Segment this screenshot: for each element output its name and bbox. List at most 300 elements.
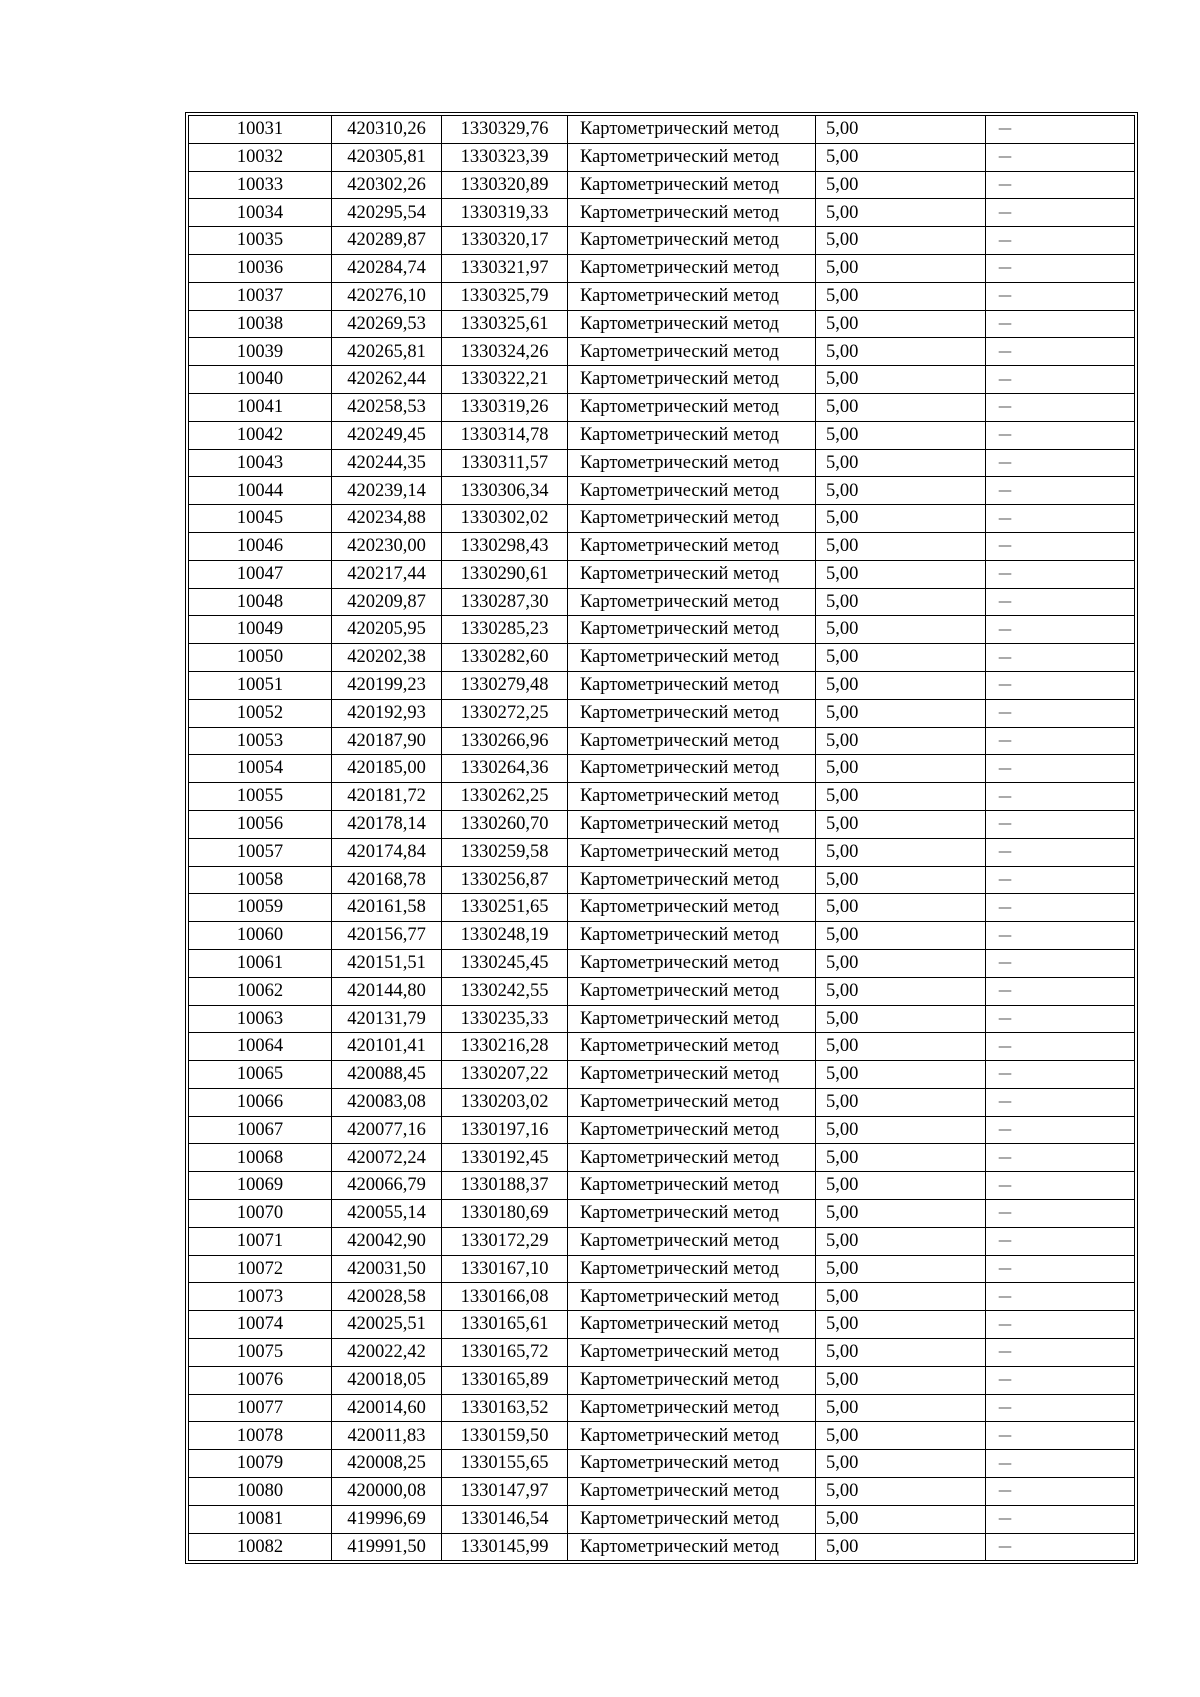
- point-number-cell: 10073: [189, 1283, 332, 1311]
- method-cell: Картометрический метод: [568, 116, 816, 144]
- note-cell: —: [986, 171, 1135, 199]
- table-row: [189, 1450, 1135, 1478]
- method-cell: Картометрический метод: [568, 227, 816, 255]
- table-row: [189, 616, 1135, 644]
- point-number-cell: 10036: [189, 254, 332, 282]
- note-cell: —: [986, 227, 1135, 255]
- note-cell: —: [986, 282, 1135, 310]
- accuracy-cell: 5,00: [816, 727, 986, 755]
- method-cell: Картометрический метод: [568, 949, 816, 977]
- note-cell: —: [986, 922, 1135, 950]
- note-cell: —: [986, 894, 1135, 922]
- method-cell: Картометрический метод: [568, 1394, 816, 1422]
- method-cell: Картометрический метод: [568, 1478, 816, 1506]
- method-cell: Картометрический метод: [568, 366, 816, 394]
- x-coordinate-cell: 420014,60: [332, 1394, 442, 1422]
- method-cell: Картометрический метод: [568, 449, 816, 477]
- x-coordinate-cell: 420295,54: [332, 199, 442, 227]
- point-number-cell: 10049: [189, 616, 332, 644]
- method-cell: Картометрический метод: [568, 393, 816, 421]
- point-number-cell: 10069: [189, 1172, 332, 1200]
- y-coordinate-cell: 1330285,23: [442, 616, 568, 644]
- x-coordinate-cell: 420088,45: [332, 1061, 442, 1089]
- note-cell: —: [986, 644, 1135, 672]
- method-cell: Картометрический метод: [568, 1227, 816, 1255]
- point-number-cell: 10057: [189, 838, 332, 866]
- method-cell: Картометрический метод: [568, 1061, 816, 1089]
- note-cell: —: [986, 116, 1135, 144]
- table-row: [189, 671, 1135, 699]
- y-coordinate-cell: 1330248,19: [442, 922, 568, 950]
- method-cell: Картометрический метод: [568, 282, 816, 310]
- x-coordinate-cell: 420302,26: [332, 171, 442, 199]
- y-coordinate-cell: 1330287,30: [442, 588, 568, 616]
- note-cell: —: [986, 866, 1135, 894]
- accuracy-cell: 5,00: [816, 1200, 986, 1228]
- y-coordinate-cell: 1330319,33: [442, 199, 568, 227]
- x-coordinate-cell: 420249,45: [332, 421, 442, 449]
- accuracy-cell: 5,00: [816, 671, 986, 699]
- method-cell: Картометрический метод: [568, 1533, 816, 1561]
- method-cell: Картометрический метод: [568, 783, 816, 811]
- y-coordinate-cell: 1330262,25: [442, 783, 568, 811]
- point-number-cell: 10045: [189, 505, 332, 533]
- x-coordinate-cell: 420234,88: [332, 505, 442, 533]
- x-coordinate-cell: 420305,81: [332, 143, 442, 171]
- x-coordinate-cell: 420066,79: [332, 1172, 442, 1200]
- y-coordinate-cell: 1330266,96: [442, 727, 568, 755]
- accuracy-cell: 5,00: [816, 1033, 986, 1061]
- table-row: [189, 1144, 1135, 1172]
- note-cell: —: [986, 588, 1135, 616]
- table-row: [189, 532, 1135, 560]
- note-cell: —: [986, 755, 1135, 783]
- accuracy-cell: 5,00: [816, 227, 986, 255]
- point-number-cell: 10031: [189, 116, 332, 144]
- method-cell: Картометрический метод: [568, 505, 816, 533]
- table-row: [189, 644, 1135, 672]
- note-cell: —: [986, 838, 1135, 866]
- note-cell: —: [986, 449, 1135, 477]
- accuracy-cell: 5,00: [816, 449, 986, 477]
- y-coordinate-cell: 1330324,26: [442, 338, 568, 366]
- point-number-cell: 10070: [189, 1200, 332, 1228]
- method-cell: Картометрический метод: [568, 477, 816, 505]
- method-cell: Картометрический метод: [568, 977, 816, 1005]
- note-cell: —: [986, 310, 1135, 338]
- point-number-cell: 10078: [189, 1422, 332, 1450]
- point-number-cell: 10032: [189, 143, 332, 171]
- accuracy-cell: 5,00: [816, 1478, 986, 1506]
- y-coordinate-cell: 1330165,72: [442, 1339, 568, 1367]
- table-row: [189, 1394, 1135, 1422]
- point-number-cell: 10077: [189, 1394, 332, 1422]
- accuracy-cell: 5,00: [816, 310, 986, 338]
- method-cell: Картометрический метод: [568, 588, 816, 616]
- method-cell: Картометрический метод: [568, 699, 816, 727]
- method-cell: Картометрический метод: [568, 143, 816, 171]
- y-coordinate-cell: 1330325,79: [442, 282, 568, 310]
- note-cell: —: [986, 532, 1135, 560]
- accuracy-cell: 5,00: [816, 1061, 986, 1089]
- y-coordinate-cell: 1330245,45: [442, 949, 568, 977]
- y-coordinate-cell: 1330147,97: [442, 1478, 568, 1506]
- note-cell: —: [986, 1116, 1135, 1144]
- y-coordinate-cell: 1330166,08: [442, 1283, 568, 1311]
- point-number-cell: 10050: [189, 644, 332, 672]
- point-number-cell: 10074: [189, 1311, 332, 1339]
- accuracy-cell: 5,00: [816, 254, 986, 282]
- y-coordinate-cell: 1330314,78: [442, 421, 568, 449]
- method-cell: Картометрический метод: [568, 727, 816, 755]
- table-row: [189, 1255, 1135, 1283]
- point-number-cell: 10054: [189, 755, 332, 783]
- y-coordinate-cell: 1330145,99: [442, 1533, 568, 1561]
- table-row: [189, 282, 1135, 310]
- x-coordinate-cell: 420205,95: [332, 616, 442, 644]
- y-coordinate-cell: 1330188,37: [442, 1172, 568, 1200]
- note-cell: —: [986, 1422, 1135, 1450]
- table-row: [189, 1311, 1135, 1339]
- y-coordinate-cell: 1330306,34: [442, 477, 568, 505]
- table-row: [189, 783, 1135, 811]
- accuracy-cell: 5,00: [816, 199, 986, 227]
- point-number-cell: 10033: [189, 171, 332, 199]
- table-row: [189, 1033, 1135, 1061]
- method-cell: Картометрический метод: [568, 421, 816, 449]
- point-number-cell: 10079: [189, 1450, 332, 1478]
- method-cell: Картометрический метод: [568, 1283, 816, 1311]
- y-coordinate-cell: 1330321,97: [442, 254, 568, 282]
- method-cell: Картометрический метод: [568, 1172, 816, 1200]
- note-cell: —: [986, 1172, 1135, 1200]
- method-cell: Картометрический метод: [568, 866, 816, 894]
- table-row: [189, 116, 1135, 144]
- accuracy-cell: 5,00: [816, 1116, 986, 1144]
- note-cell: —: [986, 1311, 1135, 1339]
- y-coordinate-cell: 1330256,87: [442, 866, 568, 894]
- table-row: [189, 393, 1135, 421]
- accuracy-cell: 5,00: [816, 1227, 986, 1255]
- method-cell: Картометрический метод: [568, 560, 816, 588]
- method-cell: Картометрический метод: [568, 1200, 816, 1228]
- point-number-cell: 10053: [189, 727, 332, 755]
- x-coordinate-cell: 420192,93: [332, 699, 442, 727]
- accuracy-cell: 5,00: [816, 1533, 986, 1561]
- y-coordinate-cell: 1330298,43: [442, 532, 568, 560]
- table-row: [189, 1088, 1135, 1116]
- table-row: [189, 1339, 1135, 1367]
- x-coordinate-cell: 420083,08: [332, 1088, 442, 1116]
- accuracy-cell: 5,00: [816, 1505, 986, 1533]
- method-cell: Картометрический метод: [568, 838, 816, 866]
- table-row: [189, 1061, 1135, 1089]
- accuracy-cell: 5,00: [816, 616, 986, 644]
- accuracy-cell: 5,00: [816, 977, 986, 1005]
- note-cell: —: [986, 1005, 1135, 1033]
- y-coordinate-cell: 1330260,70: [442, 810, 568, 838]
- table-row: [189, 755, 1135, 783]
- point-number-cell: 10082: [189, 1533, 332, 1561]
- method-cell: Картометрический метод: [568, 671, 816, 699]
- accuracy-cell: 5,00: [816, 699, 986, 727]
- table-row: [189, 199, 1135, 227]
- method-cell: Картометрический метод: [568, 1311, 816, 1339]
- x-coordinate-cell: 420199,23: [332, 671, 442, 699]
- y-coordinate-cell: 1330279,48: [442, 671, 568, 699]
- point-number-cell: 10081: [189, 1505, 332, 1533]
- table-row: [189, 310, 1135, 338]
- point-number-cell: 10039: [189, 338, 332, 366]
- table-row: [189, 560, 1135, 588]
- method-cell: Картометрический метод: [568, 1450, 816, 1478]
- table-row: [189, 922, 1135, 950]
- y-coordinate-cell: 1330159,50: [442, 1422, 568, 1450]
- accuracy-cell: 5,00: [816, 810, 986, 838]
- y-coordinate-cell: 1330290,61: [442, 560, 568, 588]
- accuracy-cell: 5,00: [816, 560, 986, 588]
- accuracy-cell: 5,00: [816, 588, 986, 616]
- accuracy-cell: 5,00: [816, 1144, 986, 1172]
- y-coordinate-cell: 1330167,10: [442, 1255, 568, 1283]
- x-coordinate-cell: 420181,72: [332, 783, 442, 811]
- x-coordinate-cell: 420025,51: [332, 1311, 442, 1339]
- note-cell: —: [986, 810, 1135, 838]
- y-coordinate-cell: 1330311,57: [442, 449, 568, 477]
- note-cell: —: [986, 1061, 1135, 1089]
- table-row: [189, 505, 1135, 533]
- note-cell: —: [986, 1283, 1135, 1311]
- x-coordinate-cell: 420239,14: [332, 477, 442, 505]
- accuracy-cell: 5,00: [816, 838, 986, 866]
- table-row: [189, 1116, 1135, 1144]
- accuracy-cell: 5,00: [816, 783, 986, 811]
- point-number-cell: 10042: [189, 421, 332, 449]
- y-coordinate-cell: 1330302,02: [442, 505, 568, 533]
- note-cell: —: [986, 1505, 1135, 1533]
- point-number-cell: 10051: [189, 671, 332, 699]
- x-coordinate-cell: 419996,69: [332, 1505, 442, 1533]
- accuracy-cell: 5,00: [816, 949, 986, 977]
- accuracy-cell: 5,00: [816, 1339, 986, 1367]
- point-number-cell: 10047: [189, 560, 332, 588]
- method-cell: Картометрический метод: [568, 1505, 816, 1533]
- point-number-cell: 10060: [189, 922, 332, 950]
- y-coordinate-cell: 1330197,16: [442, 1116, 568, 1144]
- x-coordinate-cell: 420262,44: [332, 366, 442, 394]
- accuracy-cell: 5,00: [816, 366, 986, 394]
- note-cell: —: [986, 1200, 1135, 1228]
- table-row: [189, 949, 1135, 977]
- accuracy-cell: 5,00: [816, 116, 986, 144]
- x-coordinate-cell: 420042,90: [332, 1227, 442, 1255]
- accuracy-cell: 5,00: [816, 143, 986, 171]
- note-cell: —: [986, 1255, 1135, 1283]
- point-number-cell: 10058: [189, 866, 332, 894]
- table-row: [189, 421, 1135, 449]
- accuracy-cell: 5,00: [816, 1255, 986, 1283]
- point-number-cell: 10071: [189, 1227, 332, 1255]
- note-cell: —: [986, 338, 1135, 366]
- method-cell: Картометрический метод: [568, 810, 816, 838]
- method-cell: Картометрический метод: [568, 1144, 816, 1172]
- y-coordinate-cell: 1330259,58: [442, 838, 568, 866]
- y-coordinate-cell: 1330242,55: [442, 977, 568, 1005]
- x-coordinate-cell: 420072,24: [332, 1144, 442, 1172]
- accuracy-cell: 5,00: [816, 421, 986, 449]
- point-number-cell: 10068: [189, 1144, 332, 1172]
- x-coordinate-cell: 420101,41: [332, 1033, 442, 1061]
- x-coordinate-cell: 420077,16: [332, 1116, 442, 1144]
- x-coordinate-cell: 420022,42: [332, 1339, 442, 1367]
- y-coordinate-cell: 1330172,29: [442, 1227, 568, 1255]
- accuracy-cell: 5,00: [816, 1311, 986, 1339]
- point-number-cell: 10065: [189, 1061, 332, 1089]
- table-row: [189, 338, 1135, 366]
- x-coordinate-cell: 420008,25: [332, 1450, 442, 1478]
- method-cell: Картометрический метод: [568, 532, 816, 560]
- method-cell: Картометрический метод: [568, 894, 816, 922]
- table-row: [189, 1533, 1135, 1561]
- x-coordinate-cell: 420028,58: [332, 1283, 442, 1311]
- method-cell: Картометрический метод: [568, 254, 816, 282]
- method-cell: Картометрический метод: [568, 1255, 816, 1283]
- coordinates-table-body: [189, 116, 1135, 1561]
- y-coordinate-cell: 1330320,89: [442, 171, 568, 199]
- note-cell: —: [986, 783, 1135, 811]
- note-cell: —: [986, 366, 1135, 394]
- y-coordinate-cell: 1330165,61: [442, 1311, 568, 1339]
- note-cell: —: [986, 560, 1135, 588]
- point-number-cell: 10040: [189, 366, 332, 394]
- x-coordinate-cell: 420265,81: [332, 338, 442, 366]
- x-coordinate-cell: 420284,74: [332, 254, 442, 282]
- note-cell: —: [986, 254, 1135, 282]
- point-number-cell: 10061: [189, 949, 332, 977]
- table-row: [189, 1172, 1135, 1200]
- y-coordinate-cell: 1330264,36: [442, 755, 568, 783]
- y-coordinate-cell: 1330155,65: [442, 1450, 568, 1478]
- x-coordinate-cell: 420055,14: [332, 1200, 442, 1228]
- accuracy-cell: 5,00: [816, 755, 986, 783]
- x-coordinate-cell: 420168,78: [332, 866, 442, 894]
- y-coordinate-cell: 1330216,28: [442, 1033, 568, 1061]
- x-coordinate-cell: 420187,90: [332, 727, 442, 755]
- note-cell: —: [986, 949, 1135, 977]
- method-cell: Картометрический метод: [568, 644, 816, 672]
- accuracy-cell: 5,00: [816, 1283, 986, 1311]
- note-cell: —: [986, 199, 1135, 227]
- table-row: [189, 838, 1135, 866]
- y-coordinate-cell: 1330235,33: [442, 1005, 568, 1033]
- note-cell: —: [986, 616, 1135, 644]
- x-coordinate-cell: 420209,87: [332, 588, 442, 616]
- note-cell: —: [986, 1533, 1135, 1561]
- point-number-cell: 10052: [189, 699, 332, 727]
- method-cell: Картометрический метод: [568, 1033, 816, 1061]
- x-coordinate-cell: 420258,53: [332, 393, 442, 421]
- x-coordinate-cell: 420185,00: [332, 755, 442, 783]
- method-cell: Картометрический метод: [568, 310, 816, 338]
- note-cell: —: [986, 1144, 1135, 1172]
- y-coordinate-cell: 1330329,76: [442, 116, 568, 144]
- note-cell: —: [986, 1478, 1135, 1506]
- x-coordinate-cell: 420161,58: [332, 894, 442, 922]
- point-number-cell: 10072: [189, 1255, 332, 1283]
- y-coordinate-cell: 1330320,17: [442, 227, 568, 255]
- note-cell: —: [986, 671, 1135, 699]
- accuracy-cell: 5,00: [816, 644, 986, 672]
- note-cell: —: [986, 393, 1135, 421]
- method-cell: Картометрический метод: [568, 171, 816, 199]
- accuracy-cell: 5,00: [816, 338, 986, 366]
- accuracy-cell: 5,00: [816, 922, 986, 950]
- accuracy-cell: 5,00: [816, 1088, 986, 1116]
- table-row: [189, 366, 1135, 394]
- table-row: [189, 1478, 1135, 1506]
- accuracy-cell: 5,00: [816, 393, 986, 421]
- accuracy-cell: 5,00: [816, 1450, 986, 1478]
- point-number-cell: 10075: [189, 1339, 332, 1367]
- accuracy-cell: 5,00: [816, 282, 986, 310]
- table-row: [189, 1505, 1135, 1533]
- note-cell: —: [986, 1450, 1135, 1478]
- x-coordinate-cell: 420289,87: [332, 227, 442, 255]
- table-row: [189, 1366, 1135, 1394]
- table-row: [189, 1227, 1135, 1255]
- point-number-cell: 10035: [189, 227, 332, 255]
- y-coordinate-cell: 1330251,65: [442, 894, 568, 922]
- table-row: [189, 977, 1135, 1005]
- x-coordinate-cell: 420011,83: [332, 1422, 442, 1450]
- table-row: [189, 588, 1135, 616]
- method-cell: Картометрический метод: [568, 922, 816, 950]
- y-coordinate-cell: 1330272,25: [442, 699, 568, 727]
- accuracy-cell: 5,00: [816, 477, 986, 505]
- accuracy-cell: 5,00: [816, 1172, 986, 1200]
- point-number-cell: 10064: [189, 1033, 332, 1061]
- point-number-cell: 10037: [189, 282, 332, 310]
- note-cell: —: [986, 1394, 1135, 1422]
- point-number-cell: 10080: [189, 1478, 332, 1506]
- accuracy-cell: 5,00: [816, 1394, 986, 1422]
- point-number-cell: 10055: [189, 783, 332, 811]
- y-coordinate-cell: 1330319,26: [442, 393, 568, 421]
- method-cell: Картометрический метод: [568, 1005, 816, 1033]
- note-cell: —: [986, 421, 1135, 449]
- table-row: [189, 449, 1135, 477]
- x-coordinate-cell: 420144,80: [332, 977, 442, 1005]
- table-row: [189, 810, 1135, 838]
- table-row: [189, 1283, 1135, 1311]
- method-cell: Картометрический метод: [568, 1422, 816, 1450]
- table-row: [189, 143, 1135, 171]
- table-row: [189, 894, 1135, 922]
- x-coordinate-cell: 420244,35: [332, 449, 442, 477]
- x-coordinate-cell: 419991,50: [332, 1533, 442, 1561]
- point-number-cell: 10048: [189, 588, 332, 616]
- x-coordinate-cell: 420031,50: [332, 1255, 442, 1283]
- x-coordinate-cell: 420217,44: [332, 560, 442, 588]
- method-cell: Картометрический метод: [568, 1088, 816, 1116]
- accuracy-cell: 5,00: [816, 532, 986, 560]
- accuracy-cell: 5,00: [816, 1422, 986, 1450]
- point-number-cell: 10034: [189, 199, 332, 227]
- y-coordinate-cell: 1330163,52: [442, 1394, 568, 1422]
- point-number-cell: 10056: [189, 810, 332, 838]
- note-cell: —: [986, 477, 1135, 505]
- y-coordinate-cell: 1330323,39: [442, 143, 568, 171]
